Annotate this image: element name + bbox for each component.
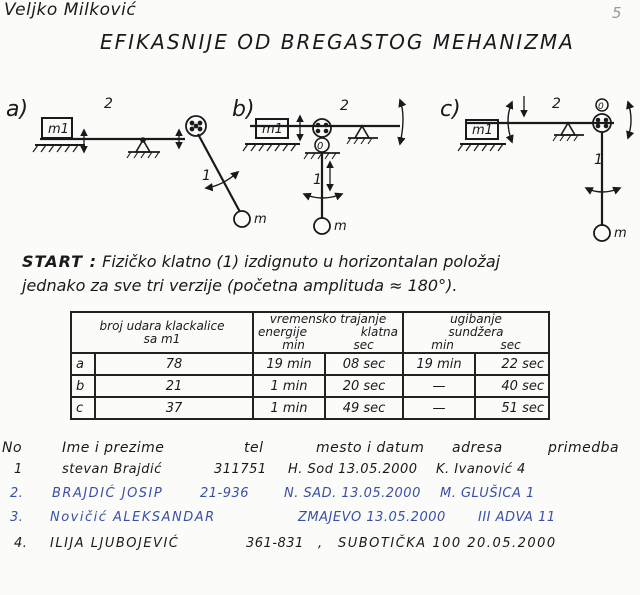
bob-label-c: m (614, 226, 627, 241)
row-label: b (71, 375, 95, 397)
lever-label-c: 2 (552, 96, 561, 112)
row-vmin: 1 min (253, 375, 325, 397)
list-item-address: SUBOTIČKA 100 20.05.2000 (338, 536, 557, 551)
list-item-name: BRAJDIĆ JOSIP (52, 486, 164, 501)
header-sa-m1: sa m1 (143, 331, 181, 346)
list-item-no: 2. (10, 486, 24, 501)
list-header-address: adresa (452, 440, 503, 456)
start-paragraph (22, 250, 622, 298)
list-item-name: stevan Brajdić (62, 462, 162, 477)
row-udari: 78 (95, 353, 253, 375)
header-energije: energije (258, 325, 307, 339)
row-usec: 51 sec (475, 397, 549, 419)
list-item-place-date: N. SAD. 13.05.2000 (284, 486, 421, 501)
mass-label-a: m1 (48, 122, 69, 137)
results-table (70, 311, 550, 420)
row-usec: 40 sec (475, 375, 549, 397)
row-label: c (71, 397, 95, 419)
start-text-2: jednako za sve tri verzije (početna amplituda ≈ 180°). (22, 276, 458, 295)
panel-label-a: a) (6, 97, 29, 122)
author-name: Veljko Milković (4, 0, 137, 20)
list-item-tel: 361-831 (246, 536, 304, 551)
bob-a (234, 211, 250, 227)
list-header-place-date: mesto i datum (316, 440, 425, 456)
header-vremensko (253, 312, 403, 353)
row-vsec: 20 sec (325, 375, 403, 397)
page-title: EFIKASNIJE OD BREGASTOG MEHANIZMA (100, 30, 575, 54)
bob-c (594, 225, 610, 241)
start-text-1: Fizičko klatno (1) izdignuto u horizontalan položaj (102, 252, 501, 271)
fulcrum-b (355, 126, 369, 138)
list-item-address: III ADVA 11 (478, 510, 556, 525)
header-klatna: klatna (360, 325, 398, 339)
diagram-c (440, 96, 631, 241)
panel-label-b: b) (232, 97, 255, 122)
header-min-2: min (431, 338, 454, 352)
row-umin: 19 min (403, 353, 475, 375)
table-header-row (71, 312, 549, 353)
table-row (71, 397, 549, 419)
list-item-no: 3. (10, 510, 24, 525)
signature-list (0, 436, 640, 595)
list-item-no: 1 (14, 462, 23, 477)
bob-label-a: m (254, 212, 267, 227)
header-ugibanje-label: ugibanje (450, 312, 502, 326)
list-item-tel: 311751 (214, 462, 267, 477)
mechanism-diagrams (0, 86, 640, 246)
pendulum-label-a: 1 (202, 168, 211, 184)
lever-label-a: 2 (104, 96, 113, 112)
list-item-place-date: ZMAJEVO 13.05.2000 (298, 510, 446, 525)
start-line-2 (22, 274, 622, 298)
list-item-tel: 21-936 (200, 486, 250, 501)
row-udari: 37 (95, 397, 253, 419)
start-keyword: START : (22, 252, 98, 271)
bob-b (314, 218, 330, 234)
fulcrum-c (561, 123, 575, 135)
list-item-no: 4. (14, 536, 28, 551)
table-row (71, 375, 549, 397)
list-header-remark: primedba (548, 440, 620, 456)
pendulum-label-c: 1 (594, 152, 603, 168)
zero-label-b: 0 (317, 141, 324, 152)
bob-label-b: m (334, 219, 347, 234)
row-usec: 22 sec (475, 353, 549, 375)
mass-label-c: m1 (472, 123, 493, 138)
row-label: a (71, 353, 95, 375)
pendulum-label-b: 1 (313, 172, 322, 188)
header-sec-2: sec (500, 338, 521, 352)
zero-label-c: 0 (598, 102, 604, 112)
list-header-tel: tel (244, 440, 264, 456)
page-number: 5 (612, 4, 622, 22)
list-item-address: K. Ivanović 4 (436, 462, 526, 477)
list-item-name: Novičić ALEKSANDAR (50, 510, 216, 525)
panel-label-c: c) (440, 97, 461, 122)
row-vmin: 1 min (253, 397, 325, 419)
list-item-name: ILIJA LJUBOJEVIĆ (50, 536, 180, 551)
start-line-1 (22, 250, 622, 274)
lever-label-b: 2 (340, 98, 349, 114)
row-udari: 21 (95, 375, 253, 397)
table-row (71, 353, 549, 375)
row-umin: — (403, 375, 475, 397)
row-vsec: 08 sec (325, 353, 403, 375)
list-item-place-date: H. Sod 13.05.2000 (288, 462, 418, 477)
list-header-no: No (2, 440, 23, 456)
row-vsec: 49 sec (325, 397, 403, 419)
header-vremensko-trajanje: vremensko trajanje (269, 312, 387, 326)
header-ugibanje (403, 312, 549, 353)
diagram-a (6, 96, 267, 227)
row-vmin: 19 min (253, 353, 325, 375)
header-sundzera: sundžera (448, 325, 504, 339)
mass-label-b: m1 (262, 122, 283, 137)
pivot-wheel-b (313, 119, 331, 137)
header-broj-udara: broj udara klackalice (99, 318, 225, 333)
header-sec: sec (353, 338, 374, 352)
list-item-address: M. GLUŠICA 1 (440, 486, 535, 501)
header-udari (71, 312, 253, 353)
header-min: min (282, 338, 305, 352)
list-header-name: Ime i prezime (62, 440, 165, 456)
row-umin: — (403, 397, 475, 419)
list-item-place-date: , (318, 536, 323, 551)
